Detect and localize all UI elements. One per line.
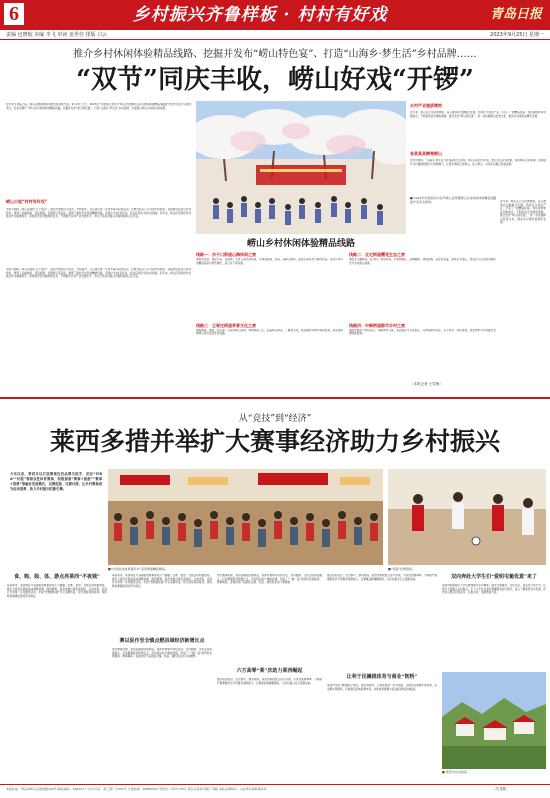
- match-photo: [388, 469, 546, 565]
- routes-title: 崂山乡村休闲体验精品线路: [246, 239, 355, 249]
- article2-col5-section: 双向奔赴大学生们“爱明屯葡优意”来了: [451, 574, 537, 580]
- article1-right-col-extra: [500, 200, 546, 390]
- route-title: 线路四：中韩街道都市乡村之旅: [349, 322, 405, 328]
- article1-right-body1: 近年来，崂山区立足资源禀赋，深入推进农文旅融合发展，培育壮大特色产业，打造了一批精品民宿、特色餐饮和乡村旅游点，不断拓宽农民增收渠道。通过发布“崂山特色宴”，进一步挖掘崂山饮食文化，推动乡村餐饮品牌化发展。: [410, 111, 546, 118]
- article1-kicker: 推介乡村休闲体验精品线路、挖掘并发布“崂山特色宴”、打造“山海乡·梦生活”乡村品牌……: [73, 49, 477, 60]
- article1-lead: 在丰收节来临之际，崂山区旅游休闲季的热度持续升温。9月23日上午，2023年“中国农民丰收节”崂山会场暨崂山乡村休闲体验精品线路推介发布会在北宅街道举行，发布会推介了崂山乡村休闲体验精品线路，挖掘并发布“崂山特色宴”，打造“山海乡·梦生活”乡村品牌，全面展示崂山乡村振兴新成果。: [6, 103, 191, 110]
- article2-col1-body: 每到周末，莱西城区与各镇街的赛事现场人气爆棚，比赛、美食、文娱活动轮番登场，吸引大批市民游客前来观赛消费。围绕赛事，莱西市推出特色美食街、文创市集、夜间灯光秀等一系列配套活动，丰富“食购娱体游”多元消费场景，延长游客停留时间，持续释放赛事经济的带动效应。: [7, 584, 107, 598]
- route-title: 线路一：沙子口街道山海休闲之旅: [196, 252, 256, 257]
- route-item: [349, 323, 496, 391]
- photo2-caption: ■“中国农村体育嘉年华”莱西赛事精彩瞬间。: [108, 567, 168, 571]
- editor-credits: 责编 包晓航 美编 李飞 审读 姜世佳 排版 白云: [6, 32, 108, 38]
- route-title: 线路三：王哥庄街道茶香文化之旅: [196, 322, 256, 328]
- event-crowd-photo: [108, 469, 383, 565]
- section-divider: [0, 397, 550, 399]
- section-title: 乡村振兴齐鲁样板 · 村村有好戏: [132, 5, 388, 25]
- event-crowd-illustration: [108, 469, 383, 565]
- article2-col1-section: 食、购、娱、体、游点亮莱西“不夜城”: [14, 574, 100, 580]
- village-scenery-photo: [442, 672, 546, 769]
- article1-right-body2: 发布会现场，“山海乡·梦生活”乡村品牌正式亮相，崂山将以此为引领，整合全区乡村资源，讲好崂山乡村故事，持续提升乡村旅游的吸引力和影响力，让更多游客走进崂山、爱上崂山，共享乡村振兴发展成果。: [410, 159, 546, 166]
- article2-col4-intro: 通过政府搭台、社会参与、群众唱戏，莱西市积极整合各方资源，引进优质赛事IP，不断提升赛事组织水平和服务保障能力，让赛事品牌越擦越亮，为乡村振兴注入强劲动能。: [327, 574, 437, 581]
- article1-right-body2-cont: 近年来，崂山区立足资源禀赋，深入推进农文旅融合发展，培育壮大特色产业，打造了一批精品民宿、特色餐饮和乡村旅游点，不断拓宽农民增收渠道。通过发布“崂山特色宴”，进一步挖掘崂山饮食文化，推动乡村餐饮品牌化发展。: [500, 200, 546, 224]
- article2-col2-intro: 每到周末，莱西城区与各镇街的赛事现场人气爆棚，比赛、美食、文娱活动轮番登场，吸引大批市民游客前来观赛消费。围绕赛事，莱西市推出特色美食街、文创市集、夜间灯光秀等一系列配套活动，丰富“食购娱体游”多元消费场景，延长游客停留时间，持续释放赛事经济的带动效应。: [112, 574, 212, 588]
- article2-col4-body: 莱西市坚持“赛事惠民”理念，推出消费券、门票优惠等一系列举措，让群众在观赛中得实惠，在消费中享便利，有效激活县域消费市场，实现体育赛事与商业经济的双向赋能。: [327, 684, 437, 691]
- route-body: 途经中韩多个特色社区，串联城市公园、农业园区与文化街区，可体验都市农业、亲子研学、特色美食，感受城市与乡村融合发展的新面貌。: [349, 328, 496, 335]
- article2-kicker: 从“竞技”到“经济”: [238, 414, 312, 424]
- article1-col1-body-cont: 丰收节期间，崂山区围绕“五个振兴”，组织开展农民运动会、丰收集市、文艺演出等一系列丰富多彩的活动，让群众在家门口共享丰收喜悦。各街道社区结合自身特色，策划了采摘体验、民俗展演、非遗展示等活动，展现了新时代农民的精神风貌，呈现出“村村有好戏、处处有风景”的生动局面。近年来，崂山区坚持把乡村振兴作为重要抓手，积极培育乡村旅游新业态，不断提升乡村产业发展水平，努力打造乡村振兴齐鲁样板崂山示范区。: [6, 268, 191, 278]
- footer-info: 本报社址：青岛市崂山区株洲路190号 邮政编码：266101 广告许可证：青工商广字001号 订阅热线：80880000 零售价：每份1.50元 青岛日报社印刷厂印刷 本报法律顾问：山东琴岛律师事务所: [6, 787, 267, 791]
- match-illustration: [388, 469, 546, 565]
- article1-right-col: [410, 103, 546, 195]
- village-scenery-illustration: [442, 672, 546, 769]
- route-item: [196, 323, 343, 391]
- photo4-caption: ■ 莱西市乡村美景。: [442, 770, 470, 774]
- article2-col1: [7, 574, 107, 782]
- photo3-caption: ■“村超”比赛现场。: [388, 567, 415, 571]
- article2-col3-section: 六方高零“莱”次助力莱西崛起: [236, 668, 303, 674]
- route-body: 途经晓望、港东、仰口等，可探访崂山茶园，体验制茶工艺，品鉴崂山绿茶，了解茶文化，感受渔村风情与海岸景观，是深度体验崂山茶文化的优选线路。: [196, 328, 343, 335]
- article2-col3: [217, 574, 322, 782]
- article1-headline: “双节”同庆丰收，崂山好戏“开锣”: [76, 65, 474, 95]
- newspaper-logo: 青岛日报: [489, 7, 542, 22]
- route-title: 线路二：北宅街道樱花生态之旅: [349, 252, 405, 257]
- cherry-blossom-photo: [196, 101, 406, 234]
- photo1-caption: ■ 2023年中国农民丰收节崂山会场暨崂山乡村休闲体验精品线路推介发布会现场。: [410, 196, 497, 204]
- header-info-bar: [0, 30, 550, 40]
- route-body: 途经北宅樱桃谷、卧龙村、晖流村等，可观赏樱花、采摘樱桃、体验农耕，品尝农家宴，游览生态景区，感受北宅山乡的田园风光与乡村振兴成果。: [349, 258, 496, 265]
- article2-col2-section: 赛以促作至全镇点燃县域经济新增长点: [119, 638, 205, 644]
- article2-headline: 莱西多措并举扩大赛事经济助力乡村振兴: [49, 427, 500, 456]
- article1-right-section1: 乡村产业提质增效: [410, 103, 442, 108]
- article2-col2: [112, 574, 212, 782]
- article2-col4-section: 让利于民撬提体育与商业“韧桥”: [346, 674, 418, 680]
- article2-lead-box: [7, 469, 105, 562]
- article1-col1-section: 崂山大地“村村有好戏”: [6, 199, 48, 204]
- article1-right-section2: 各美其美擦亮崂山: [410, 151, 442, 156]
- route-body: 途经东麦窑、南窑半岛、流清湾、石老人海水浴场等，可体验赶海、采茶、品崂山绿茶，感受山海风光与渔村民俗，沿线分布多家精品民宿与特色餐饮，适合亲子家庭游。: [196, 258, 343, 265]
- article2-col5-body: 莱西市积极吸引大学生群体参与乡村赛事，通过志愿服务、文化交流、创意设计等方式，让青年力量融入乡村振兴。不少大学生在参与赛事服务的过程中，深入了解莱西乡村发展，纷纷表示愿意回到家乡、扎根乡村，贡献青春力量。: [442, 584, 546, 594]
- publication-date: 2023年9月25日 星期一: [490, 32, 544, 38]
- article2-col3-intro: 依托赛事资源，莱西各镇街因地制宜，将体育赛事与特色农业、乡村旅游、文化活动深度融合，打造赛事经济新增长点，带动周边农户增收致富，形成了“一镇一品”的特色发展格局。赛事期间，各地农特产品销售火爆，民宿、餐饮等业态订单激增。: [217, 574, 322, 584]
- route-item: [349, 252, 496, 320]
- page-number: 6: [4, 3, 24, 25]
- page-footer: [0, 784, 550, 798]
- article2-byline: （马龙胜）: [492, 787, 510, 791]
- article2-col4: [327, 574, 437, 782]
- cherry-blossom-illustration: [196, 101, 406, 234]
- article1-col1-body: 丰收节期间，崂山区围绕“五个振兴”，组织开展农民运动会、丰收集市、文艺演出等一系列丰富多彩的活动，让群众在家门口共享丰收喜悦。各街道社区结合自身特色，策划了采摘体验、民俗展演、非遗展示等活动，展现了新时代农民的精神风貌，呈现出“村村有好戏、处处有风景”的生动局面。近年来，崂山区坚持把乡村振兴作为重要抓手，积极培育乡村旅游新业态，不断提升乡村产业发展水平，努力打造乡村振兴齐鲁样板崂山示范区。: [6, 208, 191, 218]
- article2-lead: 今年以来，莱西市以打造赛事经济品牌为抓手，依托“村BA”“村超”等群众性体育赛事，积极探索“赛事+旅游”“赛事+消费”等融合发展模式，以赛促旅、以赛兴商，让乡村赛事成为拉动消费、助力乡村振兴的新引擎。: [10, 472, 102, 491]
- page-header: [0, 0, 550, 30]
- article2-col3-body: 通过政府搭台、社会参与、群众唱戏，莱西市积极整合各方资源，引进优质赛事IP，不断提升赛事组织水平和服务保障能力，让赛事品牌越擦越亮，为乡村振兴注入强劲动能。: [217, 678, 322, 685]
- article2-col2-body: 依托赛事资源，莱西各镇街因地制宜，将体育赛事与特色农业、乡村旅游、文化活动深度融合，打造赛事经济新增长点，带动周边农户增收致富，形成了“一镇一品”的特色发展格局。赛事期间，各地农特产品销售火爆，民宿、餐饮等业态订单激增。: [112, 648, 212, 658]
- article1-byline: （本报记者 王雪梅）: [410, 382, 443, 386]
- article1-col1: [6, 103, 191, 265]
- routes-grid: [196, 252, 496, 390]
- article1-col1-cont: [6, 268, 191, 392]
- route-item: [196, 252, 343, 320]
- article2-col5: [442, 574, 546, 670]
